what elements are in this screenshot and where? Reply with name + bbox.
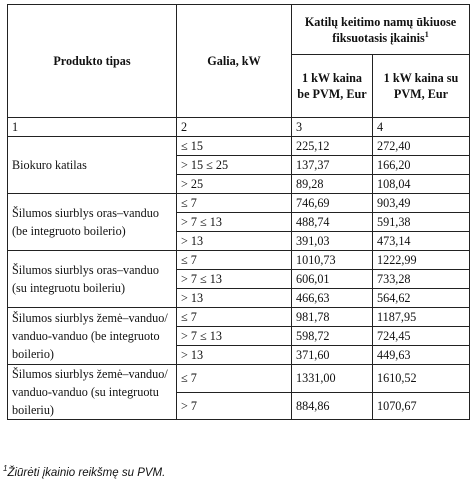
price-incl-vat-cell: 1187,95 — [373, 308, 470, 327]
header-price-excl-vat: 1 kW kaina be PVM, Eur — [292, 55, 373, 118]
power-cell: ≤ 7 — [177, 194, 292, 213]
power-cell: > 13 — [177, 232, 292, 251]
price-excl-vat-cell: 488,74 — [292, 213, 373, 232]
price-excl-vat-cell: 598,72 — [292, 327, 373, 346]
table-row — [8, 137, 470, 156]
footnote-mark: 1 — [3, 464, 8, 474]
power-cell: > 7 ≤ 13 — [177, 270, 292, 289]
product-type-cell: Šilumos siurblys žemė–vanduo/ vanduo-vanduo (su integruotu boileriu) — [8, 365, 177, 420]
header-group-label: Katilų keitimo namų ūkiuose fiksuotasis įkainis — [304, 14, 457, 45]
header-group-footnote-mark: 1 — [424, 29, 429, 39]
header-power: Galia, kW — [177, 5, 292, 118]
header-group — [292, 5, 470, 55]
column-number-row — [8, 118, 470, 137]
column-number: 2 — [177, 118, 292, 137]
footnote — [3, 464, 166, 479]
price-incl-vat-cell: 473,14 — [373, 232, 470, 251]
power-cell: ≤ 7 — [177, 251, 292, 270]
price-incl-vat-cell: 724,45 — [373, 327, 470, 346]
power-cell: ≤ 7 — [177, 365, 292, 393]
product-type-cell: Biokuro katilas — [8, 137, 177, 194]
price-excl-vat-cell: 137,37 — [292, 156, 373, 175]
price-incl-vat-cell: 1222,99 — [373, 251, 470, 270]
product-type-cell: Šilumos siurblys oras–vanduo (be integruoto boilerio) — [8, 194, 177, 251]
power-cell: ≤ 7 — [177, 308, 292, 327]
price-excl-vat-cell: 391,03 — [292, 232, 373, 251]
footnote-text: Žiūrėti įkainio reikšmę su PVM. — [7, 467, 166, 479]
column-number: 4 — [373, 118, 470, 137]
price-incl-vat-cell: 564,62 — [373, 289, 470, 308]
power-cell: > 7 ≤ 13 — [177, 327, 292, 346]
price-incl-vat-cell: 591,38 — [373, 213, 470, 232]
column-number: 3 — [292, 118, 373, 137]
table-row — [8, 308, 470, 327]
price-excl-vat-cell: 89,28 — [292, 175, 373, 194]
power-cell: > 13 — [177, 289, 292, 308]
column-number: 1 — [8, 118, 177, 137]
header-price-incl-vat: 1 kW kaina su PVM, Eur — [373, 55, 470, 118]
price-excl-vat-cell: 1010,73 — [292, 251, 373, 270]
price-excl-vat-cell: 371,60 — [292, 346, 373, 365]
product-type-cell: Šilumos siurblys oras–vanduo (su integruotu boileriu) — [8, 251, 177, 308]
price-table — [7, 4, 470, 420]
header-product-type: Produkto tipas — [8, 5, 177, 118]
price-excl-vat-cell: 746,69 — [292, 194, 373, 213]
price-excl-vat-cell: 1331,00 — [292, 365, 373, 393]
price-excl-vat-cell: 606,01 — [292, 270, 373, 289]
power-cell: > 7 ≤ 13 — [177, 213, 292, 232]
price-incl-vat-cell: 733,28 — [373, 270, 470, 289]
power-cell: > 15 ≤ 25 — [177, 156, 292, 175]
price-excl-vat-cell: 981,78 — [292, 308, 373, 327]
price-incl-vat-cell: 272,40 — [373, 137, 470, 156]
price-excl-vat-cell: 884,86 — [292, 392, 373, 420]
price-incl-vat-cell: 903,49 — [373, 194, 470, 213]
table-row — [8, 194, 470, 213]
power-cell: ≤ 15 — [177, 137, 292, 156]
power-cell: > 25 — [177, 175, 292, 194]
product-type-cell: Šilumos siurblys žemė–vanduo/ vanduo-vanduo (be integruoto boilerio) — [8, 308, 177, 365]
price-incl-vat-cell: 1610,52 — [373, 365, 470, 393]
table-body — [8, 118, 470, 420]
power-cell: > 7 — [177, 392, 292, 420]
price-incl-vat-cell: 449,63 — [373, 346, 470, 365]
price-excl-vat-cell: 225,12 — [292, 137, 373, 156]
price-incl-vat-cell: 108,04 — [373, 175, 470, 194]
power-cell: > 13 — [177, 346, 292, 365]
table-row — [8, 365, 470, 393]
price-incl-vat-cell: 166,20 — [373, 156, 470, 175]
price-incl-vat-cell: 1070,67 — [373, 392, 470, 420]
table-row — [8, 251, 470, 270]
price-excl-vat-cell: 466,63 — [292, 289, 373, 308]
